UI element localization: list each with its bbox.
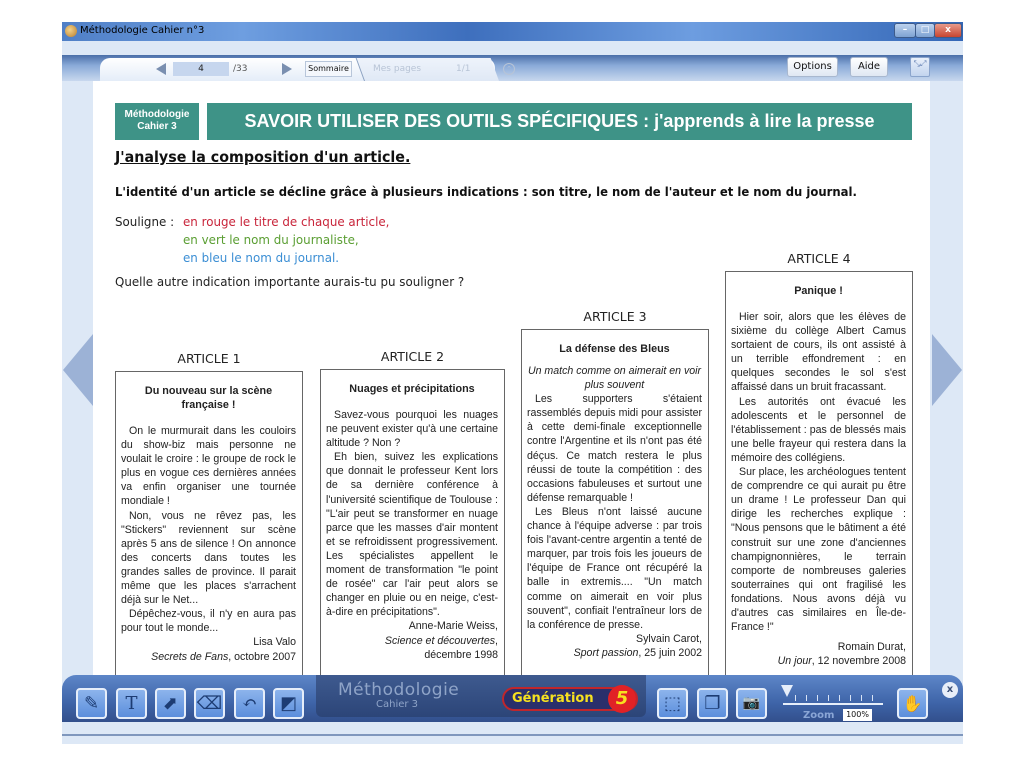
article-author: Lisa Valo <box>253 636 296 649</box>
article-4 <box>725 271 913 678</box>
page-subtitle: J'analyse la composition d'un article. <box>115 148 411 166</box>
article-date: décembre 1998 <box>424 648 498 661</box>
right-triangle-icon <box>932 334 962 406</box>
previous-page-arrow-icon[interactable] <box>156 63 166 75</box>
article-3-label: ARTICLE 3 <box>583 309 647 324</box>
zoom-value: 100% <box>843 709 872 721</box>
article-journal: Un jour <box>777 655 812 668</box>
article-title: Du nouveau sur la scène française ! <box>144 385 273 411</box>
fill-icon[interactable]: ◩ <box>273 688 304 719</box>
undo-icon[interactable]: ↶ <box>234 688 265 719</box>
article-subtitle: Un match comme on aimerait en voir plus souvent <box>527 365 702 392</box>
toolbar-close-icon[interactable]: x <box>942 682 958 698</box>
instruction-blue: en bleu le nom du journal. <box>183 250 340 265</box>
article-paragraph: Sur place, les archéologues tentent de comprendre ce qui aurait pu être un drame ! Le professeur Dan qui dirige les recherches explique : "Nous pensons que le bâtiment a été construit sur une zone d'anciennes champignonnières, le terrain comporte de nombreuses galeries souterraines qui ont fragilisé les fondations. Nous avons déjà vu d'autres cas similaires en Île-de-France !" <box>731 466 906 634</box>
close-icon: x <box>945 25 951 35</box>
publisher-mark: 5 <box>608 685 636 713</box>
collapse-up-icon[interactable]: ⌃ <box>503 63 515 75</box>
article-journal: Secrets de Fans <box>151 650 229 663</box>
article-paragraph: Hier soir, alors que les élèves de sixième du collège Albert Camus sortaient de cours, ils ont assisté à un terrible effondrement : en quelques secondes le sol s'est affaissé dans un bruit fracassant. <box>731 311 906 394</box>
article-paragraph: Eh bien, suivez les explications que donnait le professeur Kent lors de sa dernière conférence à l'université scientifique de Toulouse : "L'air peut se transformer en nuage parce que les masses d'air montent et se refroidissent progressivement. Les spécialistes appellent le moment de transformation "le point de rosée" car l'air peut alors se changer en pluie ou en neige, c'est-à-dire en précipitations". <box>326 451 498 619</box>
article-author: Anne-Marie Weiss, <box>408 620 498 633</box>
generation5-logo <box>502 687 638 711</box>
sommaire-button[interactable]: Sommaire <box>305 61 352 77</box>
article-source <box>731 654 906 668</box>
next-page-arrow-icon[interactable] <box>282 63 292 75</box>
article-source <box>121 650 296 664</box>
workbook-badge <box>115 103 199 140</box>
camera-icon[interactable]: 📷 <box>736 688 767 719</box>
brand-subtitle: Cahier 3 <box>376 699 419 710</box>
window-title: Méthodologie Cahier n°3 <box>80 25 205 36</box>
status-bar-divider <box>62 734 963 736</box>
article-4-label: ARTICLE 4 <box>787 251 851 266</box>
article-title: Nuages et précipitations <box>349 383 475 395</box>
status-bar <box>62 722 963 734</box>
intro-text: L'identité d'un article se décline grâce à plusieurs indications : son titre, le nom de l'auteur et le nom du journal. <box>115 184 857 199</box>
zoom-ticks <box>795 695 883 701</box>
title-bar <box>62 22 963 41</box>
article-paragraph: Les Bleus n'ont laissé aucune chance à l'équipe adverse : par trois fois l'avant-centre argentin a tenté de marquer, par trois fois les joueurs de l'équipe de France ont récupéré la balle in extremis.... "Un match comme on aimerait en voir plus souvent", confiait l'entraîneur lors de la conférence de presse. <box>527 505 702 631</box>
article-3 <box>521 329 709 678</box>
zoom-track[interactable] <box>783 703 883 705</box>
badge-line-1: Méthodologie <box>124 109 190 120</box>
article-author: Sylvain Carot, <box>636 632 702 645</box>
workbook-page <box>93 81 930 681</box>
minimize-button[interactable] <box>894 23 916 38</box>
article-1-label: ARTICLE 1 <box>177 351 241 366</box>
article-1 <box>115 371 303 678</box>
article-author: Romain Durat, <box>837 641 906 654</box>
pencil-eraser-icon[interactable]: ✎ <box>76 688 107 719</box>
article-date: , 25 juin 2002 <box>638 646 702 659</box>
bottom-toolbar <box>62 675 963 722</box>
article-source <box>527 646 702 660</box>
page-number-input[interactable]: 4 <box>173 62 229 76</box>
article-date: , 12 novembre 2008 <box>811 655 906 668</box>
brand-title: Méthodologie <box>338 680 460 700</box>
article-2 <box>320 369 505 678</box>
app-window <box>62 22 963 744</box>
question-text: Quelle autre indication importante aurais-tu pu souligner ? <box>115 274 465 289</box>
app-icon <box>65 25 77 37</box>
zoom-thumb[interactable] <box>781 685 793 697</box>
article-journal: Sport passion <box>573 646 639 659</box>
badge-line-2: Cahier 3 <box>137 121 177 132</box>
zoom-slider[interactable] <box>781 685 884 705</box>
previous-page-button[interactable] <box>62 329 93 411</box>
article-paragraph: Dépêchez-vous, il n'y en aura pas pour tout le monde... <box>121 608 296 635</box>
article-paragraph: On le murmurait dans les couloirs du show-biz mais personne ne voulait le croire : le groupe de rock le plus en vogue ces dernières années va enfin organiser une tournée mondiale ! <box>121 425 296 508</box>
select-area-icon[interactable]: ⬚ <box>657 688 688 719</box>
minimize-icon: – <box>902 25 908 35</box>
page-navigation-tab <box>100 58 512 82</box>
left-triangle-icon <box>63 334 93 406</box>
maximize-icon: □ <box>920 25 930 35</box>
article-paragraph: Les autorités ont évacué les adolescents et le personnel de l'établissement : pas de blessés mais une belle frayeur qui restera dans la mémoire des collégiens. <box>731 395 906 464</box>
shape-arrow-icon[interactable]: ⬈ <box>155 688 186 719</box>
publisher-name: Génération <box>512 691 594 706</box>
article-paragraph: Non, vous ne rêvez pas, les "Stickers" reviennent sur scène après 5 ans de silence ! On annonce des concerts dans toutes les grandes salles de province. Il parait même que les places s'arrachent déjà sur le Net... <box>121 509 296 607</box>
aide-button[interactable]: Aide <box>850 57 888 77</box>
maximize-button[interactable] <box>915 23 935 38</box>
fullscreen-icon[interactable]: ⤡⤢ <box>910 57 930 77</box>
zoom-label: Zoom <box>803 710 835 721</box>
page-banner: SAVOIR UTILISER DES OUTILS SPÉCIFIQUES : j'apprends à lire la presse <box>207 103 912 140</box>
next-page-button[interactable] <box>932 329 963 411</box>
eraser-icon[interactable]: ⌫ <box>194 688 225 719</box>
article-paragraph: Savez-vous pourquoi les nuages ne peuvent exister qu'à une certaine altitude ? Non ? <box>326 409 498 450</box>
article-source: Science et découvertes, <box>384 634 498 647</box>
article-title: La défense des Bleus <box>559 343 670 355</box>
options-button[interactable]: Options <box>787 57 838 77</box>
hand-icon[interactable]: ✋ <box>897 688 928 719</box>
article-date: , octobre 2007 <box>228 650 296 663</box>
instruction-green: en vert le nom du journaliste, <box>183 232 359 247</box>
close-button[interactable] <box>934 23 962 38</box>
mes-pages-count: 1/1 <box>456 64 471 74</box>
mes-pages-label: Mes pages <box>373 64 422 74</box>
text-tool-icon[interactable]: T <box>116 688 147 719</box>
article-2-label: ARTICLE 2 <box>380 349 445 364</box>
instruction-red: en rouge le titre de chaque article, <box>183 214 390 229</box>
total-pages: /33 <box>233 64 248 74</box>
branding-panel <box>316 675 646 717</box>
pages-icon[interactable]: ❐ <box>697 688 728 719</box>
article-paragraph: Les supporters s'étaient rassemblés depuis midi pour assister à cette demi-finale exceptionnelle contre l'Argentine et ils n'ont pas été déçus. Ce match restera le plus réussi de toute la compétition : des occasions fabuleuses et surtout une défense remarquable ! <box>527 393 702 504</box>
instruction-label: Souligne : <box>115 214 175 229</box>
article-journal: Science et découvertes <box>384 634 496 647</box>
article-title: Panique ! <box>794 285 843 297</box>
